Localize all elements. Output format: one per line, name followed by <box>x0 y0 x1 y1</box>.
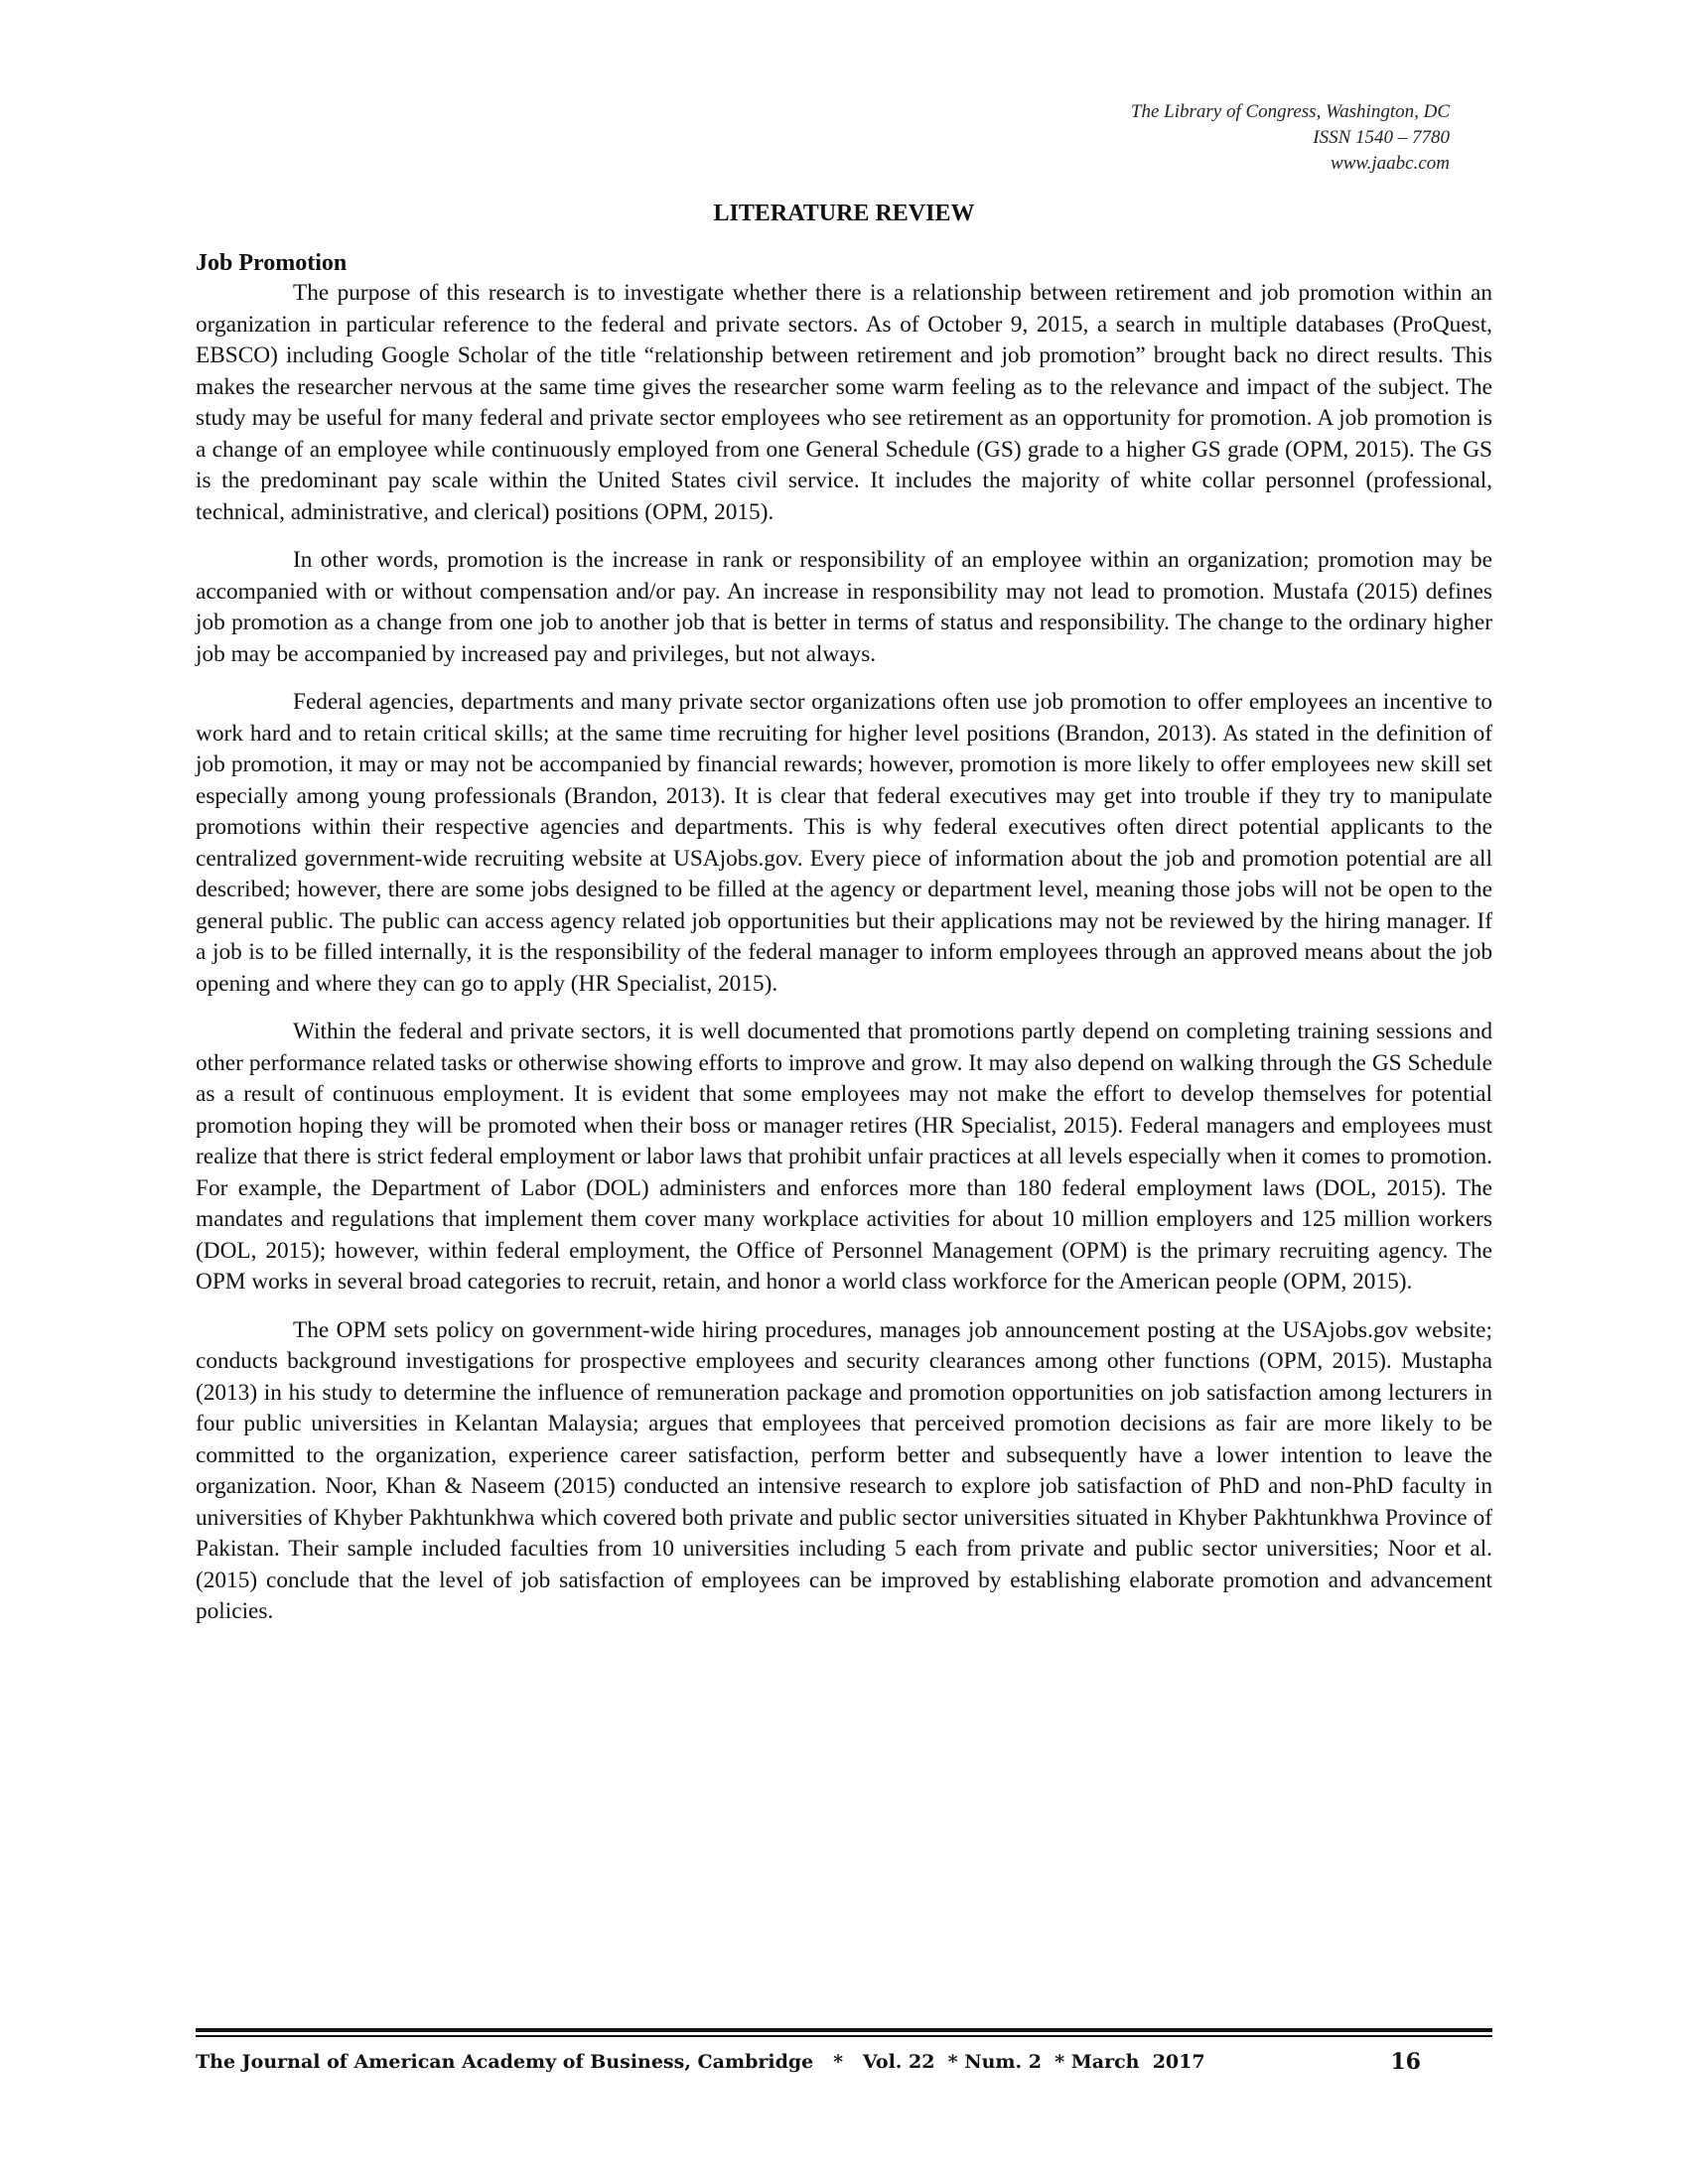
article-body <box>196 199 1492 1645</box>
subsection-title: Job Promotion <box>196 250 348 276</box>
page-number: 16 <box>1390 2049 1421 2075</box>
footer-journal-citation: The Journal of American Academy of Business, Cambridge * Vol. 22 * Num. 2 * March 2017 <box>196 2051 1205 2073</box>
body-paragraph: Federal agencies, departments and many private sector organizations often use job promotion to offer employees an incentive to work hard and to retain critical skills; at the same time recruiting for higher level positions (Brandon, 2013). As stated in the definition of job promotion, it may or may not be accompanied by financial rewards; however, promotion is more likely to offer employees new skill set especially among young professionals (Brandon, 2013). It is clear that federal executives may get into trouble if they try to manipulate promotions within their respective agencies and departments. This is why federal executives often direct potential applicants to the centralized government-wide recruiting website at USAjobs.gov. Every piece of information about the job and promotion potential are all described; however, there are some jobs designed to be filled at the agency or department level, meaning those jobs will not be open to the general public. The public can access agency related job opportunities but their applications may not be reviewed by the hiring manager. If a job is to be filled internally, it is the responsibility of the federal manager to inform employees through an approved means about the job opening and where they can go to apply (HR Specialist, 2015). <box>196 689 1492 997</box>
footer-rule-thick <box>196 2028 1492 2032</box>
body-paragraph: The purpose of this research is to investigate whether there is a relationship between retirement and job promotion within an organization in particular reference to the federal and private sectors. As of October 9, 2015, a search in multiple databases (ProQuest, EBSCO) including Google Scholar of the title “relationship between retirement and job promotion” brought back no direct results. This makes the researcher nervous at the same time gives the researcher some warm feeling as to the relevance and impact of the subject. The study may be useful for many federal and private sector employees who see retirement as an opportunity for promotion. A job promotion is a change of an employee while continuously employed from one General Schedule (GS) grade to a higher GS grade (OPM, 2015). The GS is the predominant pay scale within the United States civil service. It includes the majority of white collar personnel (professional, technical, administrative, and clerical) positions (OPM, 2015). <box>196 280 1492 525</box>
header-issn-line: ISSN 1540 – 7780 <box>1313 127 1450 148</box>
section-title: LITERATURE REVIEW <box>713 201 975 226</box>
header-publisher-line: The Library of Congress, Washington, DC <box>1130 101 1450 122</box>
header-website-line: www.jaabc.com <box>1331 153 1450 174</box>
body-paragraph: Within the federal and private sectors, it is well documented that promotions partly depend on completing training sessions and other performance related tasks or otherwise showing efforts to improve and grow. It may also depend on walking through the GS Schedule as a result of continuous employment. It is evident that some employees may not make the effort to develop themselves for potential promotion hoping they will be promoted when their boss or manager retires (HR Specialist, 2015). Federal managers and employees must realize that there is strict federal employment or labor laws that prohibit unfair practices at all levels especially when it comes to promotion. For example, the Department of Labor (DOL) administers and enforces more than 180 federal employment laws (DOL, 2015). The mandates and regulations that implement them cover many workplace activities for about 10 million employers and 125 million workers (DOL, 2015); however, within federal employment, the Office of Personnel Management (OPM) is the primary recruiting agency. The OPM works in several broad categories to recruit, retain, and honor a world class workforce for the American people (OPM, 2015). <box>196 1019 1492 1295</box>
footer-divider <box>196 2028 1492 2037</box>
footer-rule-thin <box>196 2035 1492 2037</box>
running-header <box>1131 99 1450 177</box>
running-footer <box>196 2045 1492 2079</box>
body-paragraph: The OPM sets policy on government-wide hiring procedures, manages job announcement posting at the USAjobs.gov website; conducts background investigations for prospective employees and security clearances among other functions (OPM, 2015). Mustapha (2013) in his study to determine the influence of remuneration package and promotion opportunities on job satisfaction among lecturers in four public universities in Kelantan Malaysia; argues that employees that perceived promotion decisions as fair are more likely to be committed to the organization, experience career satisfaction, perform better and subsequently have a lower intention to leave the organization. Noor, Khan & Naseem (2015) conducted an intensive research to explore job satisfaction of PhD and non-PhD faculty in universities of Khyber Pakhtunkhwa which covered both private and public sector universities situated in Khyber Pakhtunkhwa Province of Pakistan. Their sample included faculties from 10 universities including 5 each from private and public sector universities; Noor et al. (2015) conclude that the level of job satisfaction of employees can be improved by establishing elaborate promotion and advancement policies. <box>196 1316 1492 1624</box>
body-paragraph: In other words, promotion is the increase in rank or responsibility of an employee within an organization; promotion may be accompanied with or without compensation and/or pay. An increase in responsibility may not lead to promotion. Mustafa (2015) defines job promotion as a change from one job to another job that is better in terms of status and responsibility. The change to the ordinary higher job may be accompanied by increased pay and privileges, but not always. <box>196 547 1492 667</box>
